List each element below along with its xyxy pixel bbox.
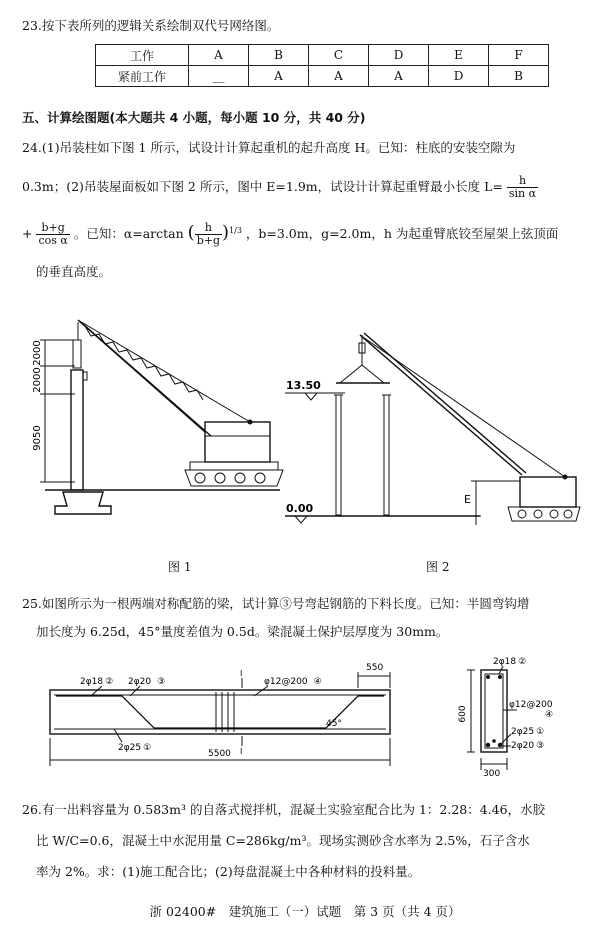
q26-line3: 率为 2%。求：(1)施工配合比；(2)每盘混凝土中各种材料的投料量。 [36,864,421,879]
table-cell: A [309,66,369,87]
section-height-600: 600 [458,705,468,723]
figure-1-caption: 图 1 [168,560,192,574]
table-cell: B [489,66,549,87]
q26-line2: 比 W/C=0.6，混凝土中水泥用量 C=286kg/m³。现场实测砂含水率为 2.5%，石子含水 [36,833,530,848]
bent-bar-label: 2φ20 ③ [128,677,166,687]
figure-2 [280,325,585,530]
top-bar-label: 2φ18 ② [80,677,114,687]
length-5500: 5500 [208,749,231,759]
elevation-0-00: 0.00 [286,502,314,515]
section-bar-1: 2φ25 ① [511,727,545,737]
figure-1 [25,310,290,525]
fraction-denominator: cos α [38,234,68,247]
section-heading: 五、计算绘图题(本大题共 4 小题，每小题 10 分，共 40 分) [22,110,366,125]
table-row [96,66,549,87]
table-cell: F [489,45,549,66]
table-row-label: 紧前工作 [96,66,189,87]
fraction-h-bg [195,222,222,247]
q25-line2: 加长度为 6.25d，45°量度差值为 0.5d。梁混凝土保护层厚度为 30mm。 [36,624,449,639]
elevation-13-50: 13.50 [286,379,321,392]
table-cell: A [369,66,429,87]
beam-section [445,652,585,777]
dimension-e-label: E [464,493,471,506]
section-top-bar: 2φ18 ② [493,657,527,667]
dim-2000-mid: 2000 [32,367,43,393]
section-cut-bottom: I [240,747,243,756]
table-cell: E [429,45,489,66]
table-cell: B [249,45,309,66]
table-cell: A [249,66,309,87]
dim-550: 550 [366,663,384,673]
q26-line1: 26.有一出料容量为 0.583m³ 的自落式搅拌机，混凝土实验室配合比为 1：2.28：4.46，水胶 [22,802,546,817]
dim-9050: 9050 [32,425,43,451]
bottom-bar-label: 2φ25 ① [118,743,152,753]
q24-line2 [22,175,538,200]
q24-line3: + $\frac{b+g}{\text{cos α}}$ 。已知：α=arctan ( $\frac{h}{b+g}$ )$^{1/3}$ ，b=3.0m，g=2.0m，h 为起重臂底铰至屋架上弦顶面 [22,221,559,247]
q25-line1: 25.如图所示为一根两端对称配筋的梁，试计算③号弯起钢筋的下料长度。已知：半圆弯钩增 [22,596,530,611]
figure-2-caption: 图 2 [426,560,450,574]
stirrup-label: φ12@200 ④ [264,677,322,687]
q24-line2-text: 0.3m；(2)吊装屋面板如下图 2 所示，图中 E=1.9m，试设计计算起重臂最小长度 L= [22,179,503,194]
fraction-h-sin [507,175,538,200]
table-cell: D [369,45,429,66]
work-table [95,44,549,87]
section-bar-2: 2φ20 ③ [511,741,545,751]
section-width-300: 300 [483,769,501,777]
q24-line4: 的垂直高度。 [36,264,112,279]
fraction-denominator: sin α [508,187,537,200]
table-cell: A [189,45,249,66]
q23-text: 23.按下表所列的逻辑关系绘制双代号网络图。 [22,18,280,33]
q24-line1: 24.(1)吊装柱如下图 1 所示，试设计计算起重机的起升高度 H。已知：柱底的安装空隙为 [22,140,516,155]
fraction-denominator: b+g [196,234,221,247]
table-cell: __ [189,66,249,87]
known-text: 。已知：α=arctan [73,226,184,241]
fraction-numerator: h [507,175,538,188]
table-header-label: 工作 [96,45,189,66]
table-cell: D [429,66,489,87]
angle-45: 45° [326,719,342,729]
exponent: 1/3 [229,225,242,235]
section-cut-top: I [240,669,243,678]
section-stirrup: φ12@200 [509,700,553,710]
fraction-bg-cos [36,222,69,247]
table-row [96,45,549,66]
q24-line3-rest: ，b=3.0m，g=2.0m，h 为起重臂底铰至屋架上弦顶面 [245,226,559,241]
section-stirrup-mark: ④ [545,710,554,720]
dim-2000-top: 2000 [32,340,43,366]
beam-drawing [30,652,410,772]
page-footer: 浙 02400# 建筑施工（一）试题 第 3 页（共 4 页） [149,904,461,919]
fraction-numerator: h [195,222,222,235]
plus-sign: + [22,226,33,241]
fraction-numerator: b+g [36,222,69,235]
table-cell: C [309,45,369,66]
